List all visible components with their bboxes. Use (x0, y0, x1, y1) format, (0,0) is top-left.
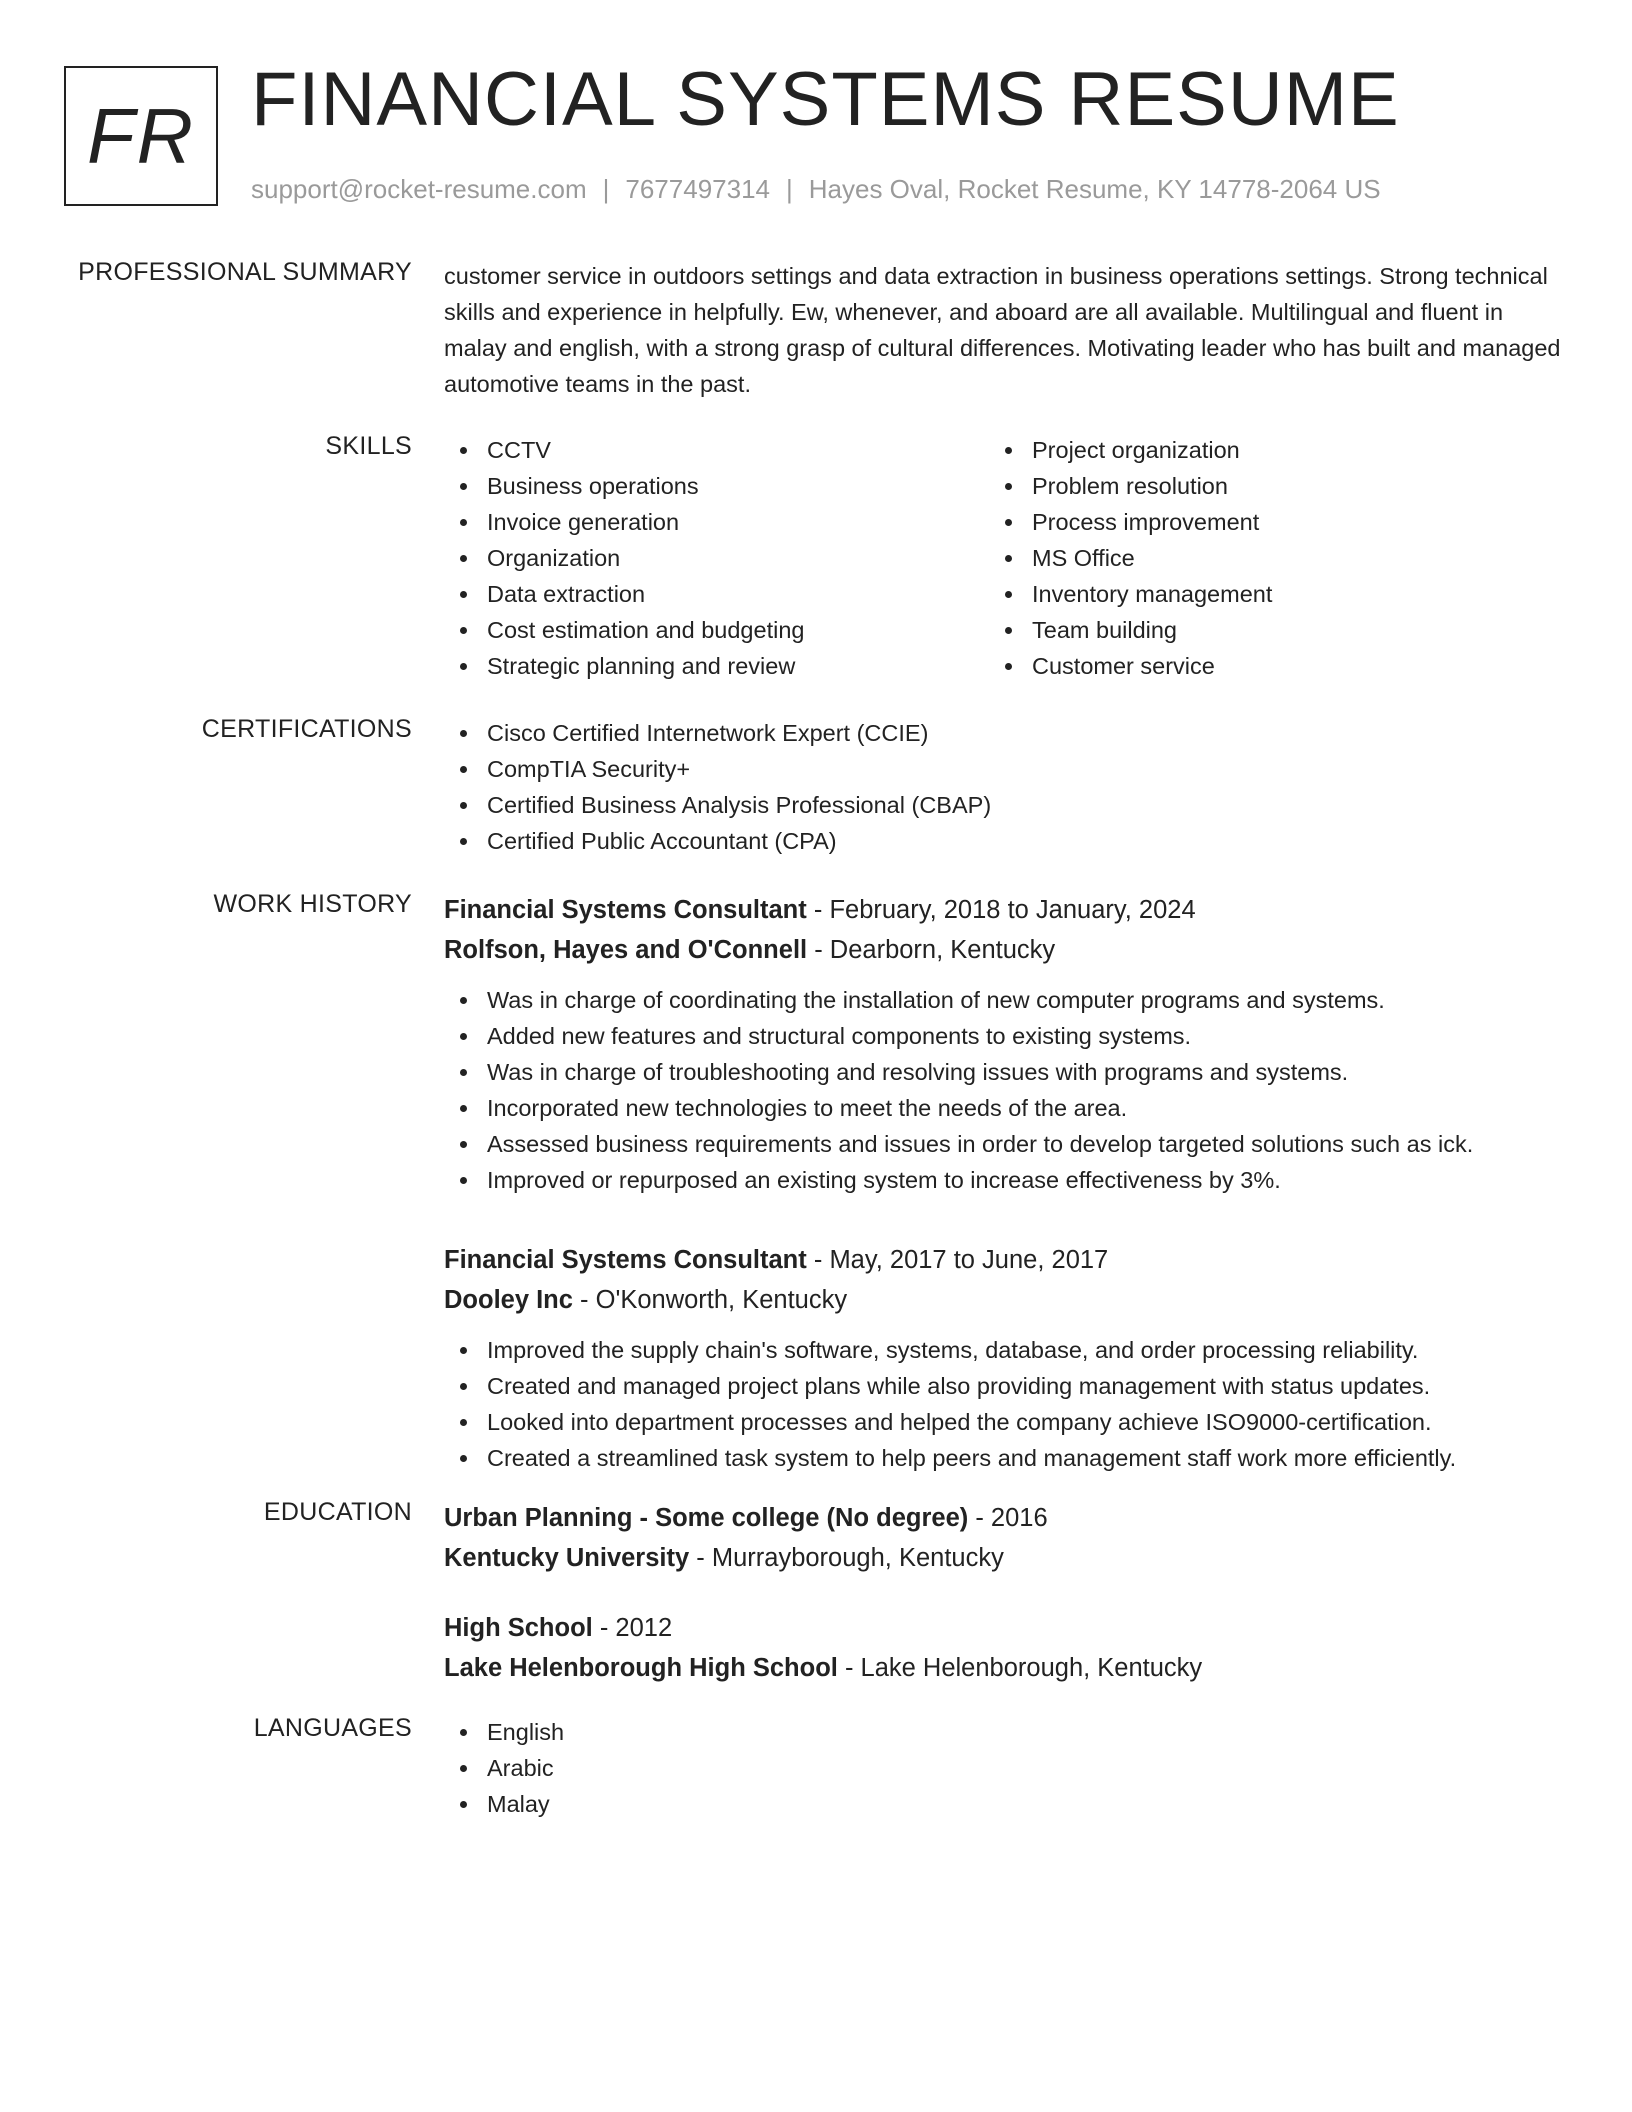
languages-list (444, 1714, 1564, 1822)
education-degree-line: High School - 2012 (444, 1614, 673, 1642)
education-location: Murrayborough, Kentucky (711, 1544, 1004, 1572)
education-entry (444, 1498, 1564, 1578)
job-bullet: Created and managed project plans while also providing management with status updates. (444, 1368, 1564, 1404)
skill-item: Project organization (989, 432, 1534, 468)
job-title: Financial Systems Consultant (444, 896, 807, 924)
language-item: Arabic (444, 1750, 1564, 1786)
summary-body (444, 258, 1564, 402)
skill-item: Strategic planning and review (444, 648, 989, 684)
job-title: Financial Systems Consultant (444, 1246, 807, 1274)
language-item: English (444, 1714, 1564, 1750)
skills-list-right (989, 432, 1534, 684)
certifications-list (444, 715, 1564, 859)
contact-separator: | (786, 174, 793, 204)
job-bullets (444, 1332, 1564, 1476)
job-bullet: Incorporated new technologies to meet the needs of the area. (444, 1090, 1564, 1126)
contact-line (251, 174, 1381, 205)
job-entry (444, 890, 1564, 1198)
skill-item: Inventory management (989, 576, 1534, 612)
job-location: Dearborn, Kentucky (829, 936, 1056, 964)
section-label-education: EDUCATION (263, 1498, 412, 1526)
job-title-line: Financial Systems Consultant - February, 2018 to January, 2024 (444, 896, 1196, 924)
certification-item: Certified Public Accountant (CPA) (444, 823, 1564, 859)
education-year: 2016 (990, 1504, 1048, 1532)
job-title-line: Financial Systems Consultant - May, 2017 to June, 2017 (444, 1246, 1109, 1274)
contact-separator: | (602, 174, 610, 204)
language-item: Malay (444, 1786, 1564, 1822)
skills-list-left (444, 432, 989, 684)
contact-email[interactable]: support@rocket-resume.com (251, 174, 587, 204)
section-label-summary: PROFESSIONAL SUMMARY (78, 258, 412, 286)
section-label-skills: SKILLS (325, 432, 412, 460)
job-bullets (444, 982, 1564, 1198)
education-body (444, 1498, 1564, 1688)
section-label-certifications: CERTIFICATIONS (201, 715, 412, 743)
job-dates: February, 2018 to January, 2024 (829, 896, 1196, 924)
skill-item: MS Office (989, 540, 1534, 576)
certification-item: CompTIA Security+ (444, 751, 1564, 787)
education-school: Lake Helenborough High School (444, 1654, 838, 1682)
education-entry (444, 1608, 1564, 1688)
certification-item: Certified Business Analysis Professional (CBAP) (444, 787, 1564, 823)
job-bullet: Improved or repurposed an existing system to increase effectiveness by 3%. (444, 1162, 1564, 1198)
skill-item: Problem resolution (989, 468, 1534, 504)
education-degree: High School (444, 1614, 593, 1642)
job-bullet: Looked into department processes and helped the company achieve ISO9000-certification. (444, 1404, 1564, 1440)
skill-item: Organization (444, 540, 989, 576)
job-company: Dooley Inc (444, 1286, 573, 1314)
skill-item: Team building (989, 612, 1534, 648)
skill-item: Cost estimation and budgeting (444, 612, 989, 648)
job-bullet: Improved the supply chain's software, systems, database, and order processing reliability. (444, 1332, 1564, 1368)
education-school: Kentucky University (444, 1544, 690, 1572)
job-bullet: Added new features and structural components to existing systems. (444, 1018, 1564, 1054)
work-history-body (444, 890, 1564, 1476)
job-bullet: Was in charge of coordinating the installation of new computer programs and systems. (444, 982, 1564, 1018)
job-bullet: Was in charge of troubleshooting and resolving issues with programs and systems. (444, 1054, 1564, 1090)
education-year: 2012 (615, 1614, 673, 1642)
job-company-line: Rolfson, Hayes and O'Connell - Dearborn, Kentucky (444, 936, 1056, 964)
job-bullet: Assessed business requirements and issues in order to develop targeted solutions such as ick. (444, 1126, 1564, 1162)
section-label-work-history: WORK HISTORY (213, 890, 412, 918)
job-dates: May, 2017 to June, 2017 (829, 1246, 1109, 1274)
skill-item: Customer service (989, 648, 1534, 684)
skill-item: CCTV (444, 432, 989, 468)
education-degree-line: Urban Planning - Some college (No degree) - 2016 (444, 1504, 1048, 1532)
contact-phone[interactable]: 7677497314 (625, 174, 770, 204)
monogram-logo: FR (64, 66, 218, 206)
education-location: Lake Helenborough, Kentucky (860, 1654, 1203, 1682)
skill-item: Invoice generation (444, 504, 989, 540)
job-company-line: Dooley Inc - O'Konworth, Kentucky (444, 1286, 848, 1314)
education-school-line: Lake Helenborough High School - Lake Helenborough, Kentucky (444, 1654, 1203, 1682)
skill-item: Business operations (444, 468, 989, 504)
skill-item: Data extraction (444, 576, 989, 612)
summary-text: customer service in outdoors settings and data extraction in business operations settings. Strong technical skills and experience in helpfully. Ew, whenever, and aboard are all available. Multilingual and fluent in malay and english, with a strong grasp of cultural differences. Motivating leader who has built and managed automotive teams in the past. (444, 263, 1561, 397)
education-degree: Urban Planning - Some college (No degree) (444, 1504, 969, 1532)
resume-title: FINANCIAL SYSTEMS RESUME (251, 57, 1400, 142)
education-school-line: Kentucky University - Murrayborough, Kentucky (444, 1544, 1004, 1572)
contact-address: Hayes Oval, Rocket Resume, KY 14778-2064 US (808, 174, 1381, 204)
certifications-body (444, 715, 1564, 859)
job-entry (444, 1240, 1564, 1476)
job-bullet: Created a streamlined task system to help peers and management staff work more efficiently. (444, 1440, 1564, 1476)
job-location: O'Konworth, Kentucky (595, 1286, 848, 1314)
certification-item: Cisco Certified Internetwork Expert (CCIE) (444, 715, 1564, 751)
job-company: Rolfson, Hayes and O'Connell (444, 936, 808, 964)
languages-body (444, 1714, 1564, 1822)
section-label-languages: LANGUAGES (253, 1714, 412, 1742)
skills-body (444, 432, 1564, 684)
skill-item: Process improvement (989, 504, 1534, 540)
